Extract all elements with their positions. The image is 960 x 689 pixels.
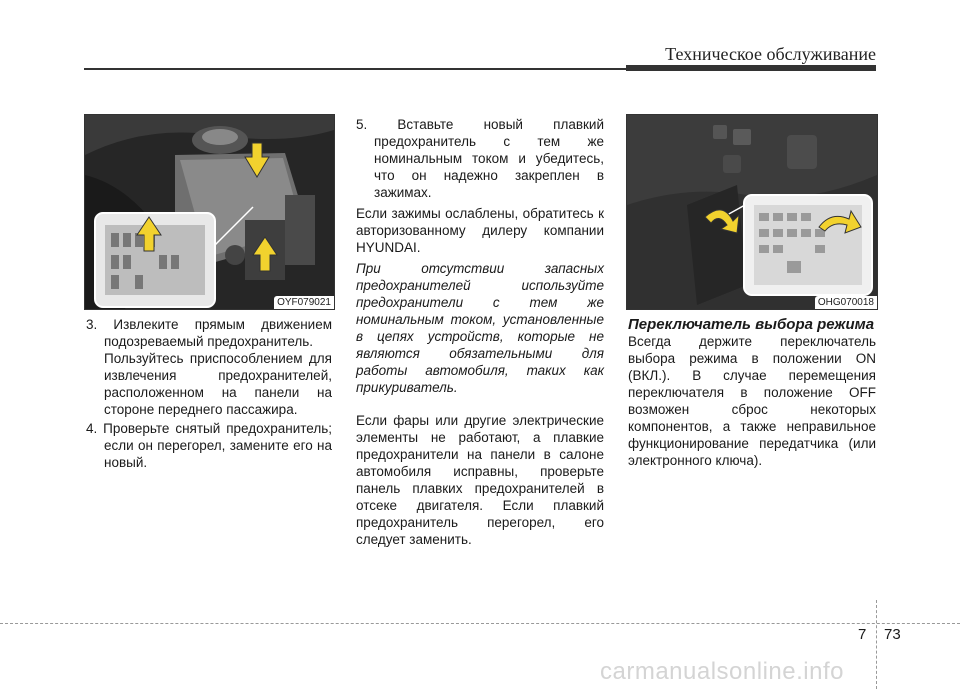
mode-switch-photo <box>626 114 878 310</box>
column-middle <box>356 116 604 548</box>
step-4: 4. Проверьте снятый предохранитель; если он перегорел, замените его на новый. <box>86 421 332 470</box>
engine-panel-paragraph: Если фары или другие электрические элементы не работают, а плавкие предохранители на панели в салоне автомобиля исправны, проверьте панель плавких предохранителей в отсеке двигателя. Если плавкий предохранитель перегорел, его следует заменить. <box>356 413 604 547</box>
step-3-note: Пользуйтесь приспособлением для извлечения предохранителей, расположенном на панели на стороне переднего пассажира. <box>104 351 332 417</box>
footer-rule <box>0 623 960 624</box>
mode-switch-paragraph: Всегда держите переключатель выбора режима в положении ON (ВКЛ.). В случае перемещения переключателя в положение OFF возможен сброс некоторых компонентов, а также неправильное функционирование передатчика (или электронного ключа). <box>628 334 876 468</box>
dealer-paragraph: Если зажимы ослаблены, обратитесь к авторизованному дилеру компании HYUNDAI. <box>356 206 604 255</box>
photo-code-label: OYF079021 <box>274 296 334 309</box>
column-left <box>86 316 332 471</box>
photo-code-label: OHG070018 <box>815 296 877 309</box>
chapter-number: 7 <box>858 626 867 643</box>
column-right <box>628 316 876 469</box>
engine-fuse-box-illustration <box>85 115 334 309</box>
step-5: 5. Вставьте новый плавкий предохранитель с тем же номинальным током и убедитесь, что он надежно закреплен в зажимах. <box>356 117 604 200</box>
spare-fuse-note: При отсутствии запасных предохранителей используйте предохранители с тем же номинальным током, установленные в цепях устройств, которые не являются обязательными для работы автомобиля, таких как прикуриватель. <box>356 261 604 395</box>
header-rule <box>84 68 876 70</box>
page-header-title: Техническое обслуживание <box>665 44 876 64</box>
step-3: 3. Извлеките прямым движением подозреваемый предохранитель. <box>86 317 332 349</box>
watermark: carmanualsonline.info <box>600 658 844 685</box>
engine-fuse-box-photo <box>84 114 335 310</box>
mode-switch-illustration <box>627 115 877 309</box>
page-number: 73 <box>884 626 901 643</box>
footer-divider <box>876 600 877 689</box>
section-heading: Переключатель выбора режима <box>628 316 875 333</box>
